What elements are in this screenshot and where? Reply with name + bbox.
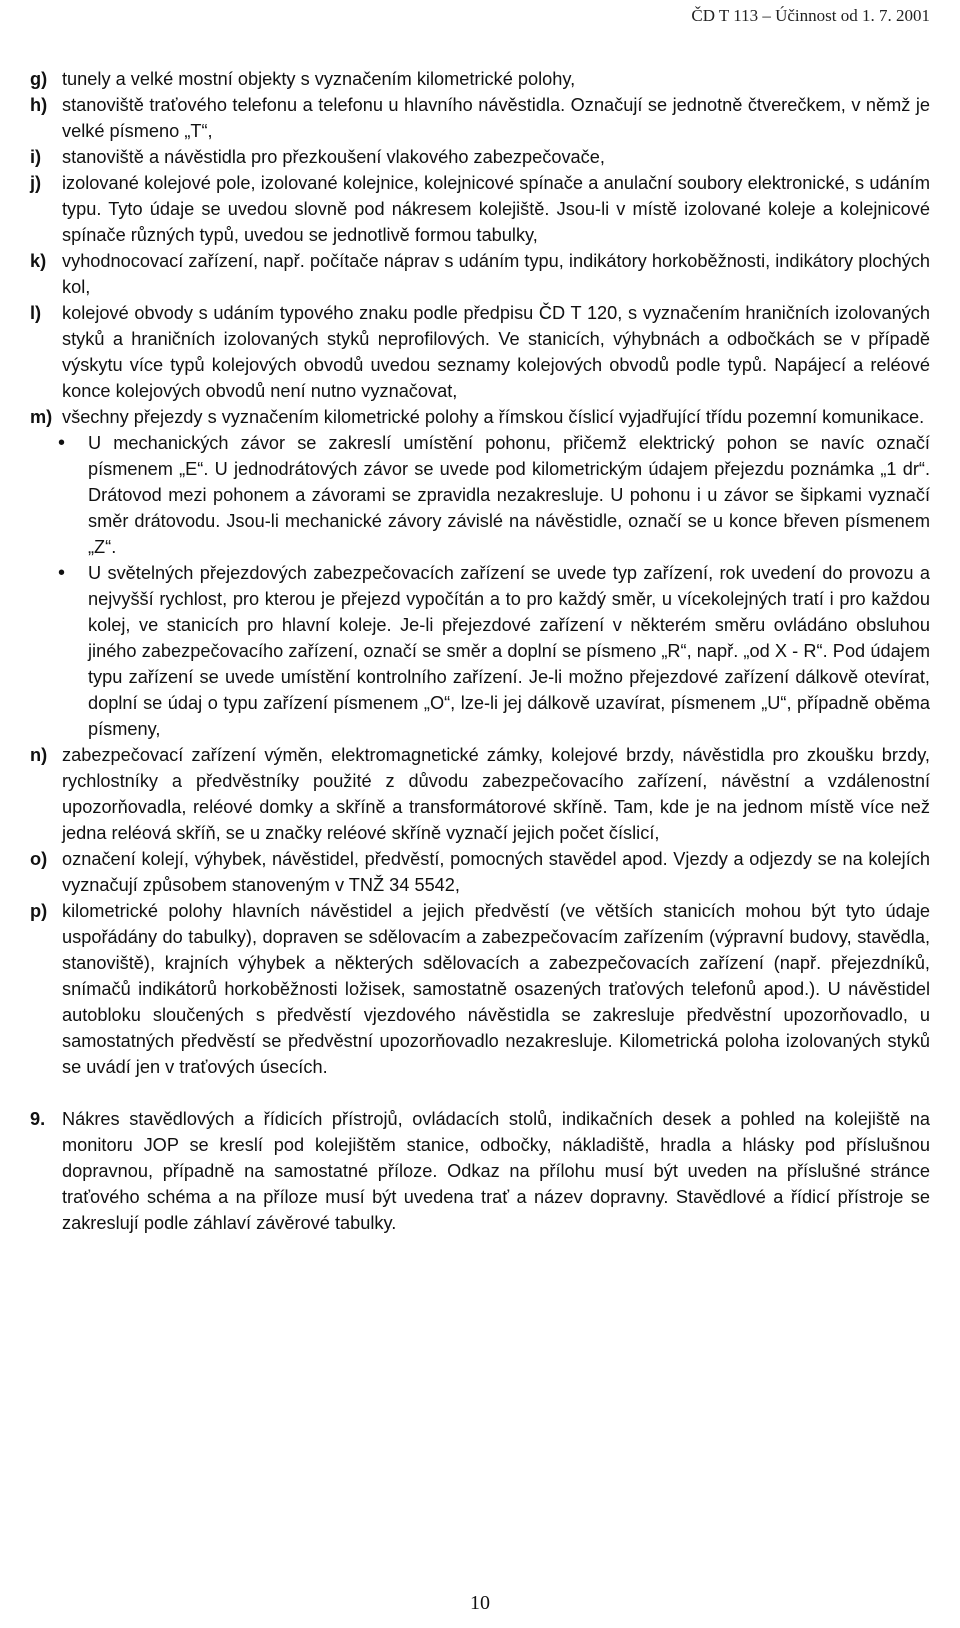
list-item-label: j) bbox=[30, 173, 42, 193]
page-number: 10 bbox=[470, 1592, 490, 1614]
list-item-text: vyhodnocovací zařízení, např. počítače náprav s udáním typu, indikátory horkoběžnosti, indikátory plochých kol, bbox=[62, 251, 930, 297]
list-item-text: označení kolejí, výhybek, návěstidel, předvěstí, pomocných stavědel apod. Vjezdy a odjezdy se na kolejích vyznačují způsobem stanoveným v TNŽ 34 5542, bbox=[62, 849, 930, 895]
list-item-text: stanoviště a návěstidla pro přezkoušení vlakového zabezpečovače, bbox=[62, 147, 605, 167]
list-item-i bbox=[30, 144, 930, 170]
bullet-icon: • bbox=[58, 562, 66, 584]
list-item-o bbox=[30, 846, 930, 898]
document-body bbox=[30, 66, 930, 1236]
bullet-icon: • bbox=[58, 432, 66, 454]
list-item-j bbox=[30, 170, 930, 248]
list-item-label: p) bbox=[30, 901, 48, 921]
list-item-text: kolejové obvody s udáním typového znaku podle předpisu ČD T 120, s vyznačením hraničních izolovaných styků a hraničních izolovaných styků neprofilových. Ve stanicích, výhybnách a odbočkách se v případě výskytu více typů kolejových obvodů uvedou seznamy kolejových obvodů podle typů. Napájecí a reléové konce kolejových obvodů není nutno vyznačovat, bbox=[62, 303, 930, 401]
bullet-text: U mechanických závor se zakreslí umístění pohonu, přičemž elektrický pohon se navíc označí písmenem „E“. U jednodrátových závor se uvede pod kilometrickým údajem přejezdu poznámka „1 dr“. Drátovod mezi pohonem a závorami se zpravidla nezakresluje. U pohonu i u závor se šipkami vyznačí směr drátovodu. Jsou-li mechanické závory závislé na návěstidle, označí se u konce břeven písmenem „Z“. bbox=[88, 433, 930, 557]
section-number: 9. bbox=[30, 1109, 46, 1129]
list-item-label: o) bbox=[30, 849, 48, 869]
bullet-list bbox=[58, 430, 930, 742]
list-item-text: kilometrické polohy hlavních návěstidel a jejich předvěstí (ve větších stanicích mohou být tyto údaje uspořádány do tabulky), dopraven se sdělovacím a zabezpečovacím zařízením (výpravní budovy, stavědla, stanoviště), krajních výhybek a některých sdělovacích a zabezpečovacích zařízení (např. přejezdníků, snímačů indikátorů horkoběžnosti ložisek, samostatně osazených traťových telefonů apod.). U návěstidel autobloku sloučených s předvěstí vjezdového návěstidla se zakresluje předvěstní upozorňovadlo, u samostatných předvěstí se předvěstní upozorňovadlo nezakresluje. Kilometrická poloha izolovaných styků se uvádí jen v traťových úsecích. bbox=[62, 901, 930, 1077]
list-item-p bbox=[30, 898, 930, 1080]
list-item-text: všechny přejezdy s vyznačením kilometrické polohy a římskou číslicí vyjadřující třídu pozemní komunikace. bbox=[62, 407, 925, 427]
bullet-text: U světelných přejezdových zabezpečovacích zařízení se uvede typ zařízení, rok uvedení do provozu a nejvyšší rychlost, pro kterou je přejezd vypočítán a to pro každý směr, u vícekolejných tratí i pro každou kolej, ve stanicích pro hlavní koleje. Je-li přejezdové zařízení v některém směru ovládáno obsluhou jiného zabezpečovacího zařízení, označí se směr a doplní se písmeno „R“, např. „od X - R“. Pod údajem typu zařízení se uvede umístění kontrolního zařízení. Je-li možno přejezdové zařízení dálkově otevírat, doplní se údaj o typu zařízení písmenem „O“, lze-li jej dálkově uzavírat, písmenem „U“, případně oběma písmeny, bbox=[88, 563, 930, 739]
list-item-label: k) bbox=[30, 251, 47, 271]
bullet-item bbox=[58, 560, 930, 742]
list-item-text: zabezpečovací zařízení výměn, elektromagnetické zámky, kolejové brzdy, návěstidla pro zkoušku brzdy, rychlostníky a předvěstníky použité z důvodu zabezpečovacího zařízení, návěstní a vzdálenostní upozorňovadla, reléové domky a skříně a transformátorové skříně. Tam, kde je na jednom místě více než jedna reléová skříň, se u značky reléové skříně vyznačí jejich počet číslicí, bbox=[62, 745, 930, 843]
list-item-text: stanoviště traťového telefonu a telefonu u hlavního návěstidla. Označují se jednotně čtverečkem, v němž je velké písmeno „T“, bbox=[62, 95, 930, 141]
list-item-k bbox=[30, 248, 930, 300]
list-item-text: izolované kolejové pole, izolované kolejnice, kolejnicové spínače a anulační soubory elektronické, s udáním typu. Tyto údaje se uvedou slovně pod nákresem kolejiště. Jsou-li v místě izolované koleje a kolejnicové spínače různých typů, uvedou se jednotlivě formou tabulky, bbox=[62, 173, 930, 245]
list-item-label: g) bbox=[30, 69, 48, 89]
list-item-label: m) bbox=[30, 407, 53, 427]
list-item-label: h) bbox=[30, 95, 48, 115]
list-item-label: n) bbox=[30, 745, 48, 765]
bullet-item bbox=[58, 430, 930, 560]
section-9 bbox=[30, 1106, 930, 1236]
list-item-label: l) bbox=[30, 303, 42, 323]
list-item-l bbox=[30, 300, 930, 404]
list-item-h bbox=[30, 92, 930, 144]
list-item-m bbox=[30, 404, 930, 430]
list-item-label: i) bbox=[30, 147, 42, 167]
list-item-text: tunely a velké mostní objekty s vyznačením kilometrické polohy, bbox=[62, 69, 576, 89]
section-text: Nákres stavědlových a řídicích přístrojů, ovládacích stolů, indikačních desek a pohled na kolejiště na monitoru JOP se kreslí pod kolejištěm stanice, odbočky, nákladiště, hradla a hlásky pod příslušnou dopravnou, případně na samostatné příloze. Odkaz na přílohu musí být uveden na příslušné stránce traťového schéma a na příloze musí být uvedena trať a název dopravny. Stavědlové a řídicí přístroje se zakreslují podle záhlaví závěrové tabulky. bbox=[62, 1109, 930, 1233]
list-item-n bbox=[30, 742, 930, 846]
list-item-g bbox=[30, 66, 930, 92]
page-header: ČD T 113 – Účinnost od 1. 7. 2001 bbox=[691, 6, 930, 25]
